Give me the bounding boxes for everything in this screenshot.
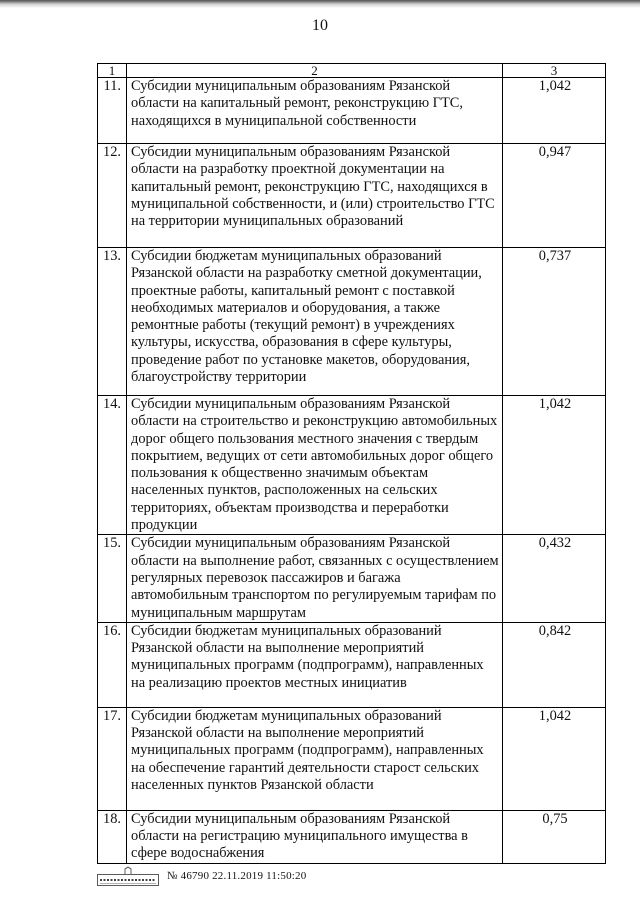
table-row — [98, 144, 606, 248]
row-description: Субсидии муниципальным образованиям Рязанской области на регистрацию муниципального имущества в сфере водоснабжения — [127, 810, 503, 863]
table-row — [98, 535, 606, 622]
column-header: 2 — [127, 64, 503, 78]
row-description: Субсидии бюджетам муниципальных образований Рязанской области на выполнение мероприятий муниципальных программ (подпрограмм), направленных на реализацию проектов местных инициатив — [127, 622, 503, 707]
table-header-row — [98, 64, 606, 78]
table-row — [98, 78, 606, 144]
row-description: Субсидии муниципальным образованиям Рязанской области на разработку проектной документации на капитальный ремонт, реконструкцию ГТС, находящихся в муниципальной собственности, и (или) строительство ГТС на территории муниципальных образований — [127, 144, 503, 248]
row-description: Субсидии бюджетам муниципальных образований Рязанской области на разработку сметной документации, проектные работы, капитальный ремонт с поставкой необходимых материалов и оборудования, а также ремонтные работы (текущий ремонт) в учреждениях культуры, искусства, образования в сфере культуры, проведение работ по установке макетов, оборудования, благоустройству территории — [127, 248, 503, 396]
row-value: 0,432 — [503, 535, 606, 622]
page-number: 10 — [312, 17, 328, 34]
row-value: 0,75 — [503, 810, 606, 863]
row-value: 1,042 — [503, 78, 606, 144]
table-row — [98, 248, 606, 396]
row-number: 12. — [98, 144, 127, 248]
row-description: Субсидии бюджетам муниципальных образований Рязанской области на выполнение мероприятий муниципальных программ (подпрограмм), направленных на обеспечение гарантий деятельности старост сельских населенных пунктов Рязанской области — [127, 707, 503, 810]
table-row — [98, 810, 606, 863]
scan-top-edge — [0, 0, 640, 8]
registry-stamp-icon — [97, 866, 159, 886]
row-value: 0,947 — [503, 144, 606, 248]
row-value: 1,042 — [503, 396, 606, 535]
table-row — [98, 707, 606, 810]
row-value: 0,842 — [503, 622, 606, 707]
row-number: 15. — [98, 535, 127, 622]
row-value: 1,042 — [503, 707, 606, 810]
row-number: 11. — [98, 78, 127, 144]
registration-stamp-text: № 46790 22.11.2019 11:50:20 — [167, 870, 307, 882]
row-number: 16. — [98, 622, 127, 707]
row-number: 17. — [98, 707, 127, 810]
column-header: 3 — [503, 64, 606, 78]
table-row — [98, 396, 606, 535]
row-description: Субсидии муниципальным образованиям Рязанской области на капитальный ремонт, реконструкцию ГТС, находящихся в муниципальной собственности — [127, 78, 503, 144]
row-value: 0,737 — [503, 248, 606, 396]
subsidy-table — [97, 63, 606, 864]
column-header: 1 — [98, 64, 127, 78]
row-number: 13. — [98, 248, 127, 396]
row-number: 14. — [98, 396, 127, 535]
row-number: 18. — [98, 810, 127, 863]
row-description: Субсидии муниципальным образованиям Рязанской области на строительство и реконструкцию автомобильных дорог общего пользования местного значения с твердым покрытием, ведущих от сети автомобильных дорог общего пользования к общественно значимым объектам населенных пунктов, расположенных на сельских территориях, объектам производства и переработки продукции — [127, 396, 503, 535]
row-description: Субсидии муниципальным образованиям Рязанской области на выполнение работ, связанных с осуществлением регулярных перевозок пассажиров и багажа автомобильным транспортом по регулируемым тарифам по муниципальным маршрутам — [127, 535, 503, 622]
table-row — [98, 622, 606, 707]
document-footer — [97, 866, 306, 886]
